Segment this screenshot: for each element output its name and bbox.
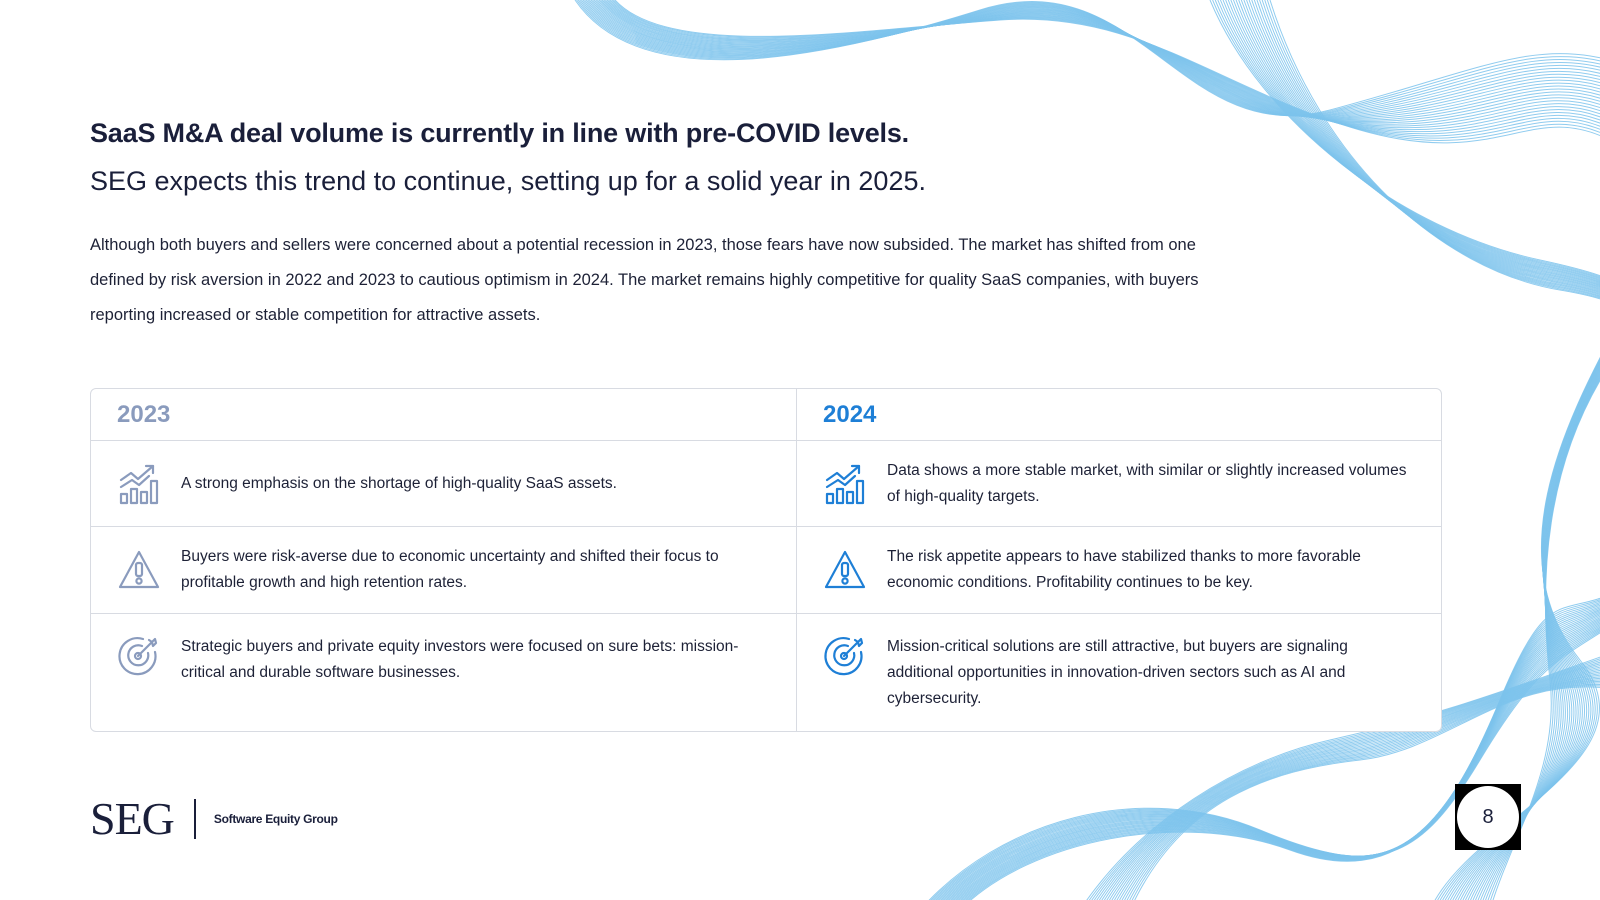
comparison-row-2023-supply <box>91 441 797 527</box>
comparison-row-2024-supply <box>797 441 1441 527</box>
headline: SaaS M&A deal volume is currently in line with pre-COVID levels. <box>90 118 909 148</box>
logo-divider <box>194 799 196 839</box>
comparison-row-2023-targets <box>91 614 797 731</box>
comparison-table <box>90 388 1442 732</box>
comparison-row-2023-risk <box>91 527 797 614</box>
logo-mark: SEG <box>90 793 174 844</box>
comparison-row-2024-targets <box>797 614 1441 731</box>
growth-chart-icon <box>823 462 867 506</box>
page-number: 8 <box>1457 786 1519 848</box>
growth-chart-icon <box>117 462 161 506</box>
seg-logo <box>90 793 338 844</box>
comparison-text-2023: Buyers were risk-averse due to economic uncertainty and shifted their focus to profitable growth and high retention rates. <box>181 548 719 591</box>
page-number-badge <box>1455 784 1521 850</box>
column-header-2024: 2024 <box>797 389 1441 441</box>
comparison-text-2024: The risk appetite appears to have stabilized thanks to more favorable economic conditions. Profitability continues to be key. <box>887 548 1361 591</box>
target-icon <box>117 634 161 678</box>
warning-icon <box>823 548 867 592</box>
logo-company-name: Software Equity Group <box>213 812 338 826</box>
comparison-row-2024-risk <box>797 527 1441 614</box>
target-icon <box>823 634 867 678</box>
subheadline: SEG expects this trend to continue, setting up for a solid year in 2025. <box>90 166 926 196</box>
warning-icon <box>117 548 161 592</box>
intro-paragraph: Although both buyers and sellers were concerned about a potential recession in 2023, those fears have now subsided. The market has shifted from one defined by risk aversion in 2022 and 2023 to cautious optimism in 2024. The market remains highly competitive for quality SaaS companies, with buyers reporting increased or stable competition for attractive assets. <box>90 236 1199 324</box>
comparison-text-2024: Data shows a more stable market, with similar or slightly increased volumes of high-quality targets. <box>887 461 1407 505</box>
comparison-text-2024: Mission-critical solutions are still attractive, but buyers are signaling additional opportunities in innovation-driven sectors such as AI and cybersecurity. <box>887 638 1348 707</box>
comparison-text-2023: Strategic buyers and private equity investors were focused on sure bets: mission-critical and durable software businesses. <box>181 638 739 681</box>
comparison-text-2023: A strong emphasis on the shortage of high-quality SaaS assets. <box>181 474 617 492</box>
column-header-2023: 2023 <box>91 389 797 441</box>
